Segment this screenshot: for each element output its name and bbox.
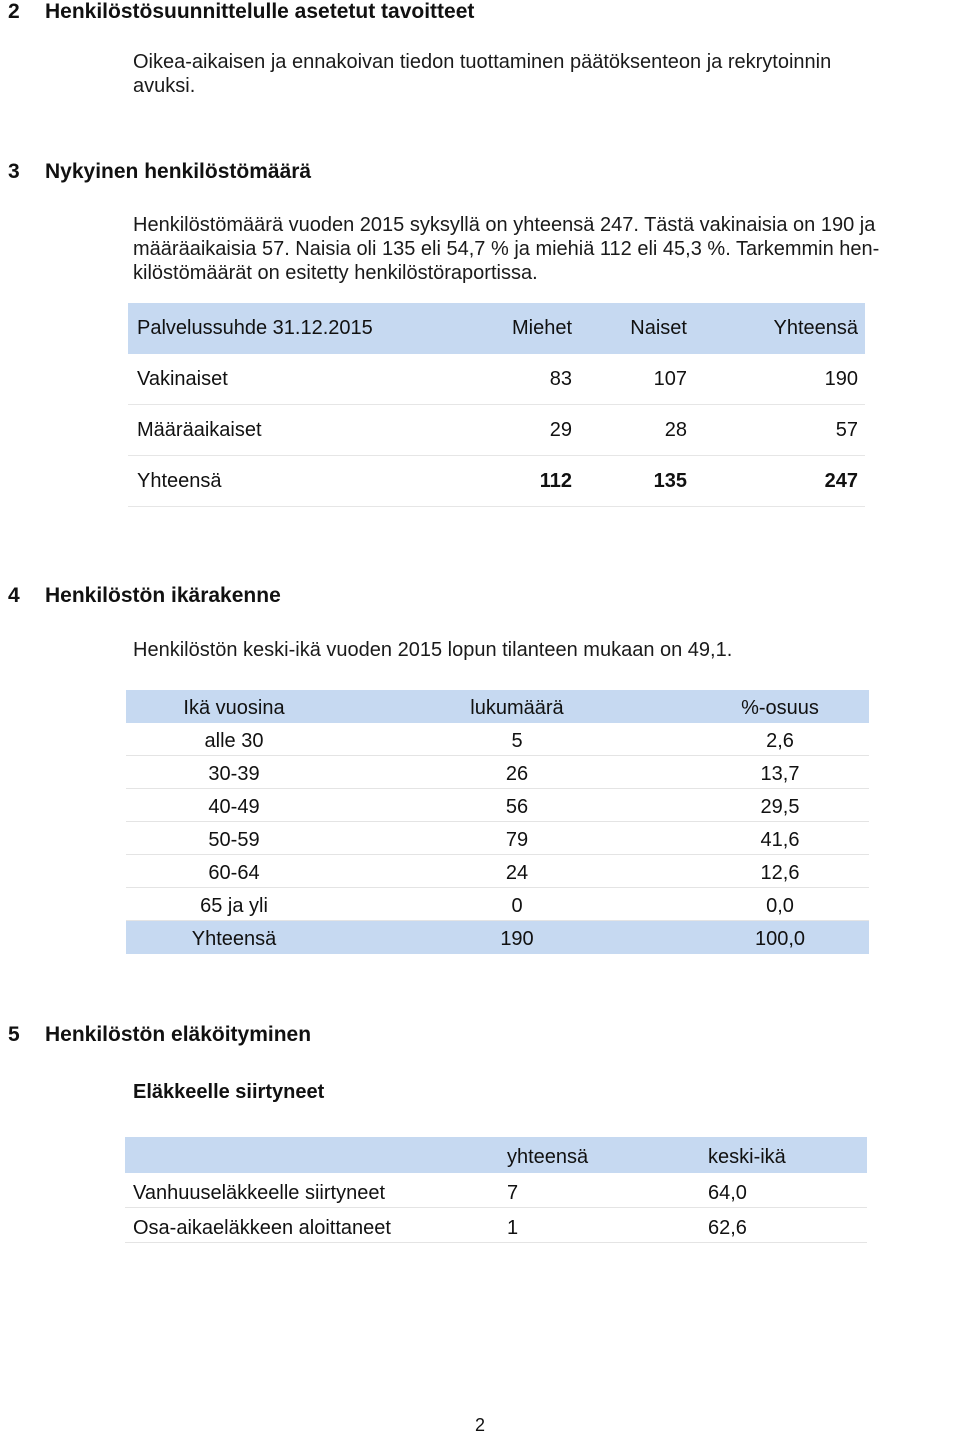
table-header-cell: yhteensä bbox=[507, 1146, 589, 1168]
page-number: 2 bbox=[474, 1415, 485, 1435]
table-cell: 41,6 bbox=[760, 829, 800, 851]
table-cell: 30-39 bbox=[208, 763, 260, 785]
table-header-row bbox=[125, 1137, 867, 1173]
table-row bbox=[126, 789, 869, 822]
table-cell: 107 bbox=[653, 368, 687, 390]
table-cell: 0 bbox=[511, 895, 523, 917]
table-cell: 112 bbox=[539, 470, 572, 492]
table-total-row bbox=[126, 921, 869, 954]
table-cell: 1 bbox=[507, 1217, 519, 1239]
section-3-paragraph bbox=[133, 213, 953, 285]
table-row bbox=[125, 1208, 867, 1243]
table-header-row bbox=[126, 690, 869, 723]
table-header-cell: Palvelussuhde 31.12.2015 bbox=[137, 317, 373, 339]
table-header-cell: Miehet bbox=[511, 317, 572, 339]
table-header-cell: lukumäärä bbox=[470, 697, 564, 719]
section-2-paragraph bbox=[133, 50, 953, 98]
table-cell: 100,0 bbox=[754, 928, 806, 950]
paragraph-line: määräaikaisia 57. Naisia oli 135 eli 54,7 % ja miehiä 112 eli 45,3 %. Tarkemmin hen- bbox=[133, 238, 880, 260]
table-cell: 5 bbox=[511, 730, 523, 752]
table-header-cell: Ikä vuosina bbox=[183, 697, 285, 719]
table-cell: 28 bbox=[664, 419, 687, 441]
table-cell: Vakinaiset bbox=[137, 368, 228, 390]
section-3-number: 3 bbox=[8, 160, 20, 183]
table-cell: 13,7 bbox=[760, 763, 800, 785]
table-cell: 40-49 bbox=[208, 796, 260, 818]
table-header-cell: Naiset bbox=[630, 317, 687, 339]
section-2-number: 2 bbox=[8, 0, 20, 23]
table-cell: Yhteensä bbox=[137, 470, 222, 492]
table-cell: 7 bbox=[507, 1182, 519, 1204]
table-cell: 83 bbox=[549, 368, 572, 390]
table-cell: Yhteensä bbox=[191, 928, 277, 950]
table-cell: 2,6 bbox=[766, 730, 794, 752]
table-cell: 62,6 bbox=[708, 1217, 747, 1239]
table-cell: 0,0 bbox=[766, 895, 794, 917]
table-row bbox=[125, 1173, 867, 1208]
table-cell: 29 bbox=[549, 419, 572, 441]
section-3-heading: Nykyinen henkilöstömäärä bbox=[45, 160, 312, 183]
table-cell: 24 bbox=[505, 862, 529, 884]
table-header-row bbox=[128, 303, 865, 354]
table-row bbox=[126, 888, 869, 921]
table-header-cell: keski-ikä bbox=[708, 1146, 786, 1168]
age-structure-table bbox=[126, 690, 869, 954]
section-4-paragraph bbox=[133, 638, 953, 662]
table-cell: 26 bbox=[505, 763, 529, 785]
table-row bbox=[128, 405, 865, 456]
section-2-heading: Henkilöstösuunnittelulle asetetut tavoitteet bbox=[45, 0, 475, 23]
table-header-cell: Yhteensä bbox=[773, 317, 858, 339]
paragraph-line: Henkilöstön keski-ikä vuoden 2015 lopun tilanteen mukaan on 49,1. bbox=[133, 639, 733, 661]
table-cell: 65 ja yli bbox=[200, 895, 268, 917]
table-cell: 79 bbox=[505, 829, 529, 851]
section-5-subheading: Eläkkeelle siirtyneet bbox=[133, 1081, 325, 1103]
table-cell: 190 bbox=[824, 368, 858, 390]
table-row bbox=[126, 822, 869, 855]
section-5-heading: Henkilöstön eläköityminen bbox=[45, 1023, 312, 1046]
table-row bbox=[128, 354, 865, 405]
table-header-cell: %-osuus bbox=[741, 697, 819, 719]
table-cell: 190 bbox=[500, 928, 534, 950]
table-cell: 12,6 bbox=[760, 862, 800, 884]
table-cell: alle 30 bbox=[204, 730, 264, 752]
table-row bbox=[126, 756, 869, 789]
retirement-table bbox=[125, 1137, 867, 1243]
table-row bbox=[126, 723, 869, 756]
table-cell: 50-59 bbox=[208, 829, 260, 851]
paragraph-line: Oikea-aikaisen ja ennakoivan tiedon tuottaminen päätöksenteon ja rekrytoinnin bbox=[133, 51, 832, 73]
table-cell: Osa-aikaeläkkeen aloittaneet bbox=[133, 1217, 391, 1239]
table-cell: Vanhuuseläkkeelle siirtyneet bbox=[133, 1182, 386, 1204]
table-cell: 29,5 bbox=[760, 796, 800, 818]
paragraph-line: Henkilöstömäärä vuoden 2015 syksyllä on yhteensä 247. Tästä vakinaisia on 190 ja bbox=[133, 214, 876, 236]
table-cell: 247 bbox=[824, 470, 858, 492]
table-cell: 57 bbox=[835, 419, 858, 441]
table-cell: 64,0 bbox=[708, 1182, 747, 1204]
table-cell: 56 bbox=[505, 796, 529, 818]
table-cell: Määräaikaiset bbox=[137, 419, 262, 441]
section-4-number: 4 bbox=[8, 584, 20, 607]
paragraph-line: kilöstömäärät on esitetty henkilöstöraportissa. bbox=[133, 262, 538, 284]
table-cell: 135 bbox=[653, 470, 687, 492]
headcount-table bbox=[128, 303, 865, 507]
table-row bbox=[126, 855, 869, 888]
table-cell: 60-64 bbox=[208, 862, 260, 884]
section-4-heading: Henkilöstön ikärakenne bbox=[45, 584, 281, 607]
table-total-row bbox=[128, 456, 865, 507]
paragraph-line: avuksi. bbox=[133, 75, 196, 97]
section-5-number: 5 bbox=[8, 1023, 20, 1046]
